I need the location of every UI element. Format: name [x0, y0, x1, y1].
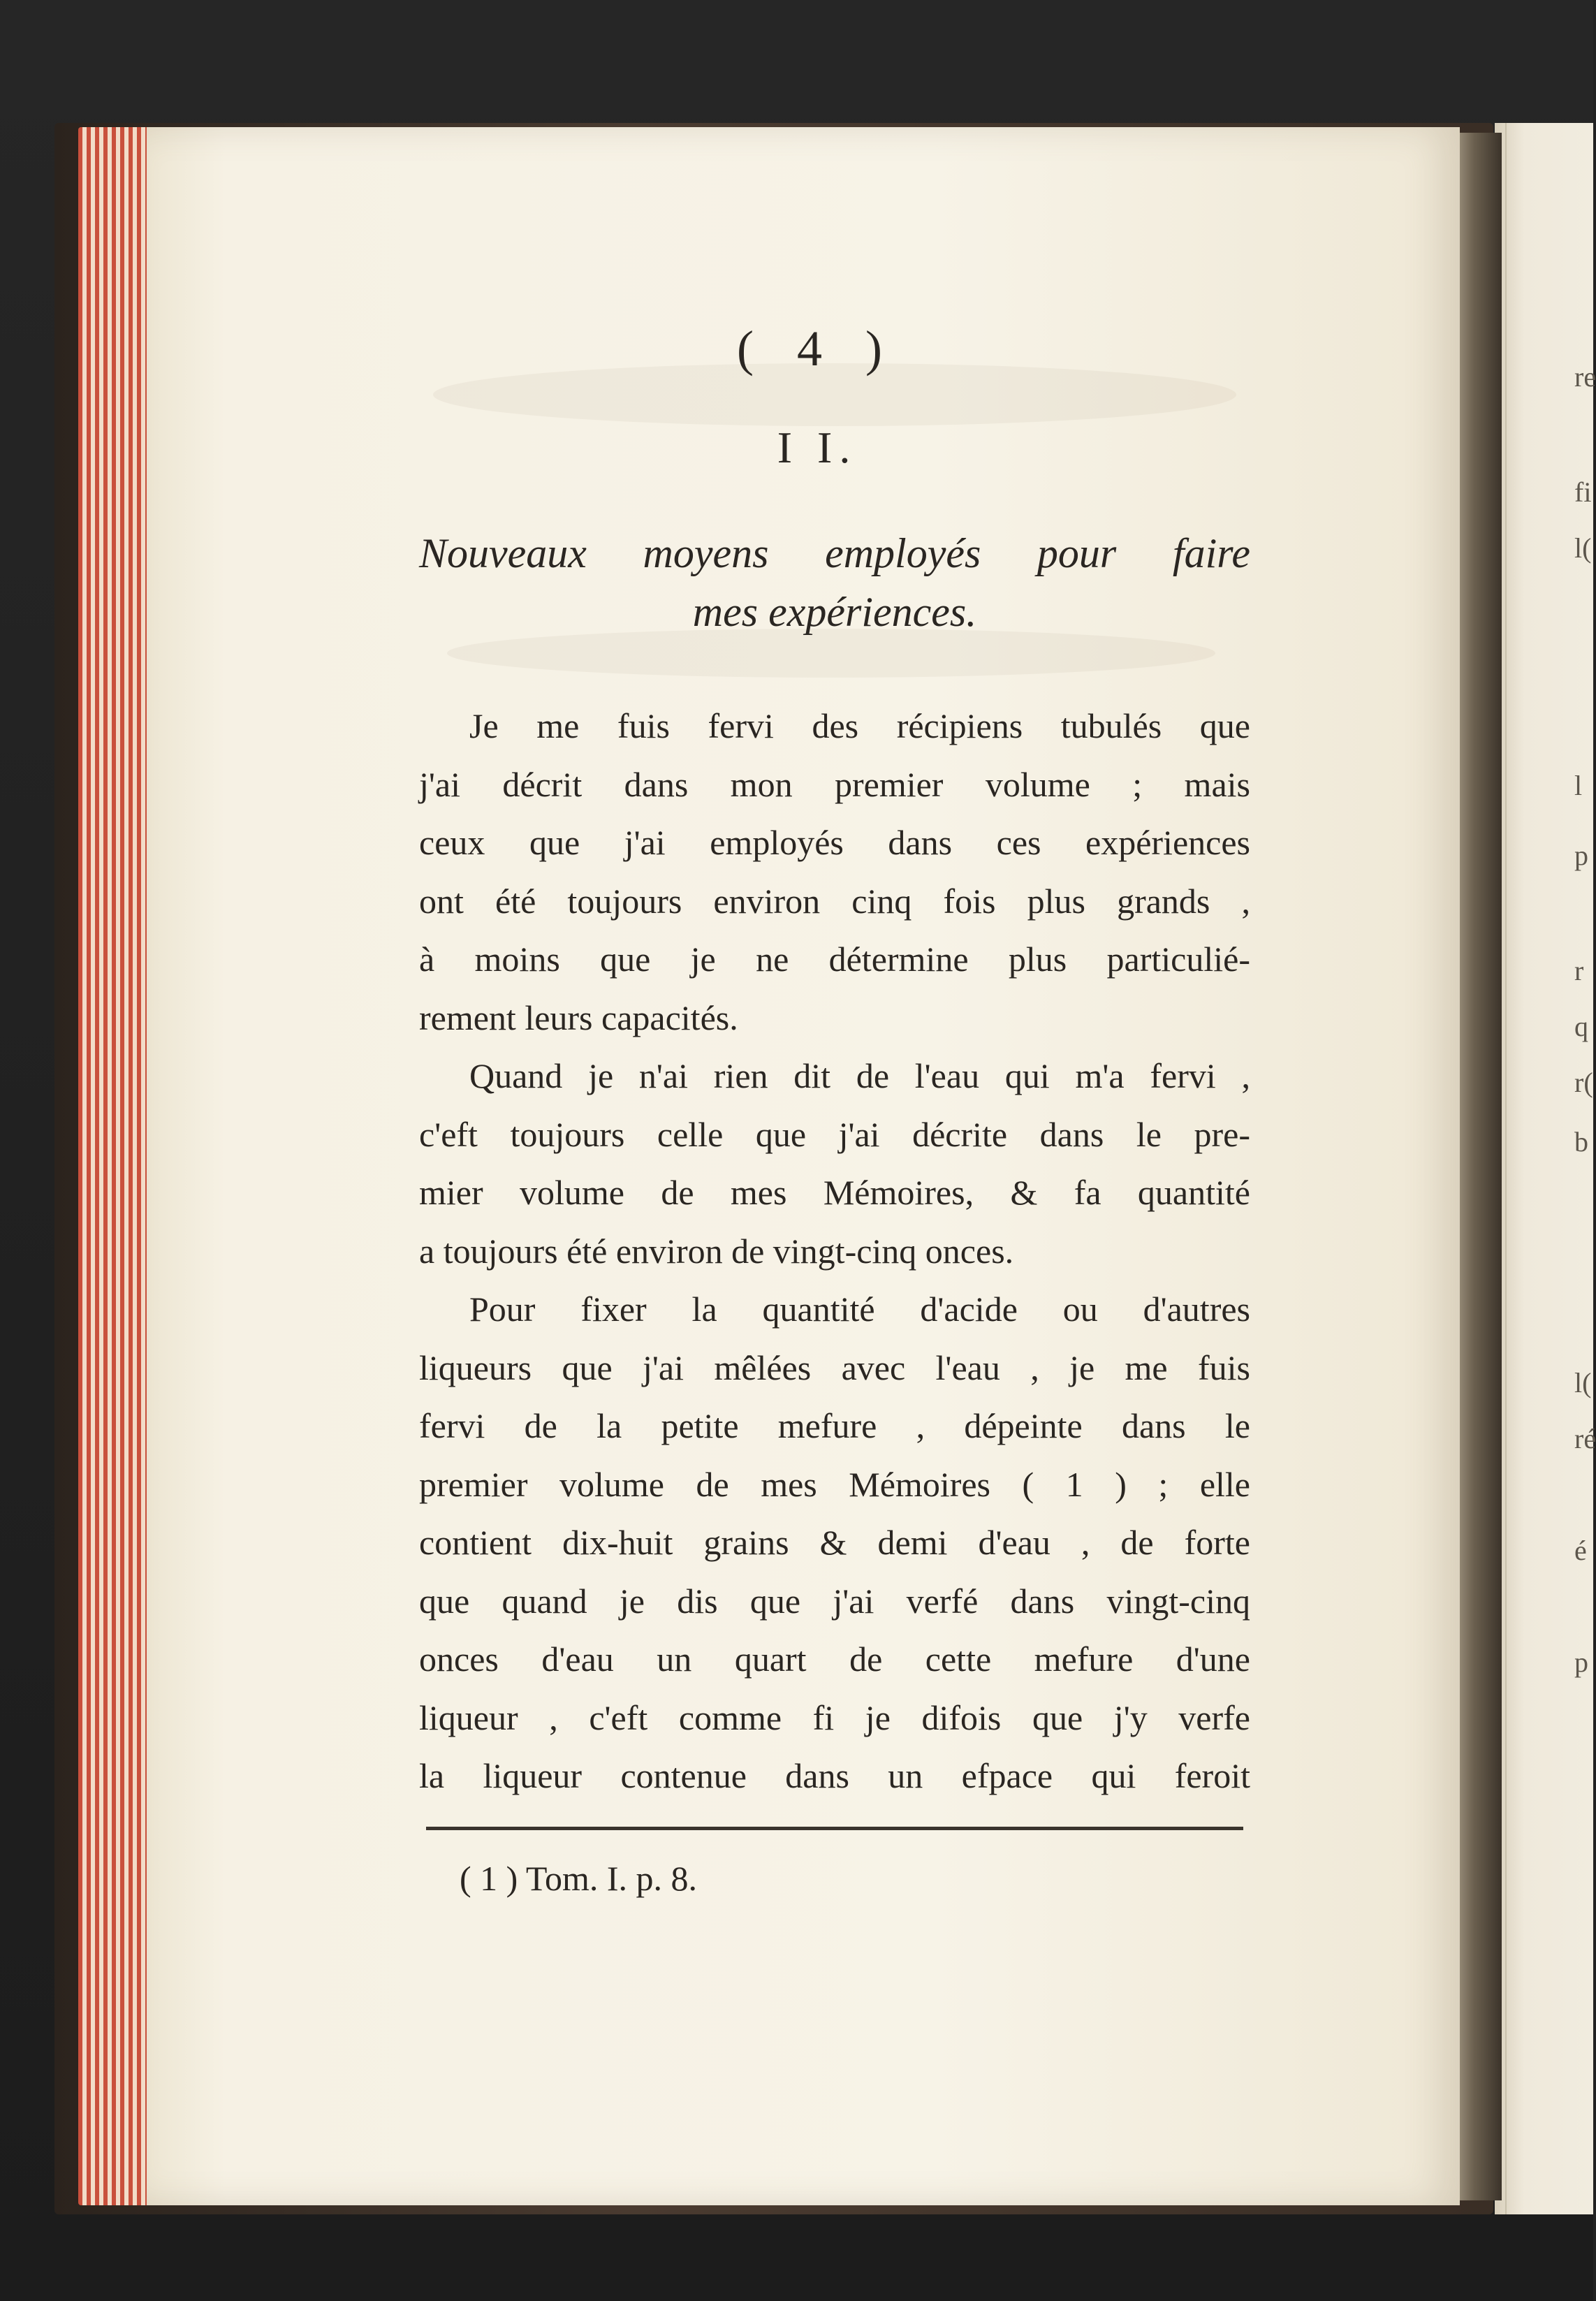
- text-line: que quand je dis que j'ai verfé dans vingt-cinq: [419, 1581, 1250, 1621]
- facing-fragment: b: [1574, 1126, 1588, 1157]
- facing-fragment: q: [1574, 1011, 1588, 1042]
- text-line: a toujours été environ de vingt-cinq onces.: [419, 1231, 1014, 1271]
- text-line: ceux que j'ai employés dans ces expériences: [419, 823, 1250, 862]
- facing-fragment: ré: [1574, 1423, 1596, 1454]
- footnote: ( 1 ) Tom. I. p. 8.: [460, 1859, 697, 1898]
- facing-fragment: é: [1574, 1535, 1587, 1566]
- body-text: [419, 697, 1250, 1806]
- text-line: c'eft toujours celle que j'ai décrite dans le pre-: [419, 1114, 1250, 1154]
- text-line: ont été toujours environ cinq fois plus grands ,: [419, 881, 1250, 921]
- text-line: fervi de la petite mefure , dépeinte dans le: [419, 1406, 1250, 1445]
- section-title: [419, 524, 1250, 641]
- title-line: mes expériences.: [692, 589, 977, 635]
- facing-fragment: fi: [1574, 476, 1592, 508]
- facing-fragment: l: [1574, 770, 1583, 801]
- text-line: liqueurs que j'ai mêlées avec l'eau , je me fuis: [419, 1347, 1250, 1387]
- title-line: Nouveaux moyens employés pour faire: [419, 530, 1250, 576]
- facing-fragment: r: [1574, 955, 1584, 986]
- text-line: contient dix-huit grains & demi d'eau , de forte: [419, 1523, 1250, 1562]
- facing-fragment: l(: [1574, 532, 1592, 564]
- text-line: premier volume de mes Mémoires ( 1 ) ; elle: [419, 1464, 1250, 1504]
- text-line: mier volume de mes Mémoires, & fa quantité: [419, 1173, 1250, 1212]
- text-line: Pour fixer la quantité d'acide ou d'autres: [469, 1290, 1250, 1329]
- facing-fragment: p: [1574, 840, 1588, 871]
- section-number: I I.: [777, 423, 858, 472]
- footnote-rule: [426, 1827, 1243, 1830]
- text-line: la liqueur contenue dans un efpace qui feroit: [419, 1756, 1250, 1795]
- page-number: ( 4 ): [737, 321, 898, 377]
- text-line: liqueur , c'eft comme fi je difois que j'y verfe: [419, 1697, 1250, 1737]
- text-line: Je me fuis fervi des récipiens tubulés que: [469, 706, 1250, 745]
- facing-fragment: re: [1574, 361, 1596, 393]
- page-edges: [78, 127, 155, 2205]
- text-line: Quand je n'ai rien dit de l'eau qui m'a fervi ,: [469, 1056, 1250, 1095]
- text-line: onces d'eau un quart de cette mefure d'une: [419, 1639, 1250, 1679]
- facing-page-text: [1574, 349, 1596, 1678]
- text-line: j'ai décrit dans mon premier volume ; mais: [419, 764, 1250, 804]
- facing-fragment: r(: [1574, 1067, 1593, 1098]
- text-line: rement leurs capacités.: [419, 998, 738, 1037]
- facing-fragment: p: [1574, 1646, 1588, 1678]
- facing-fragment: l(: [1574, 1367, 1592, 1398]
- text-line: à moins que je ne détermine plus particulié-: [419, 940, 1250, 979]
